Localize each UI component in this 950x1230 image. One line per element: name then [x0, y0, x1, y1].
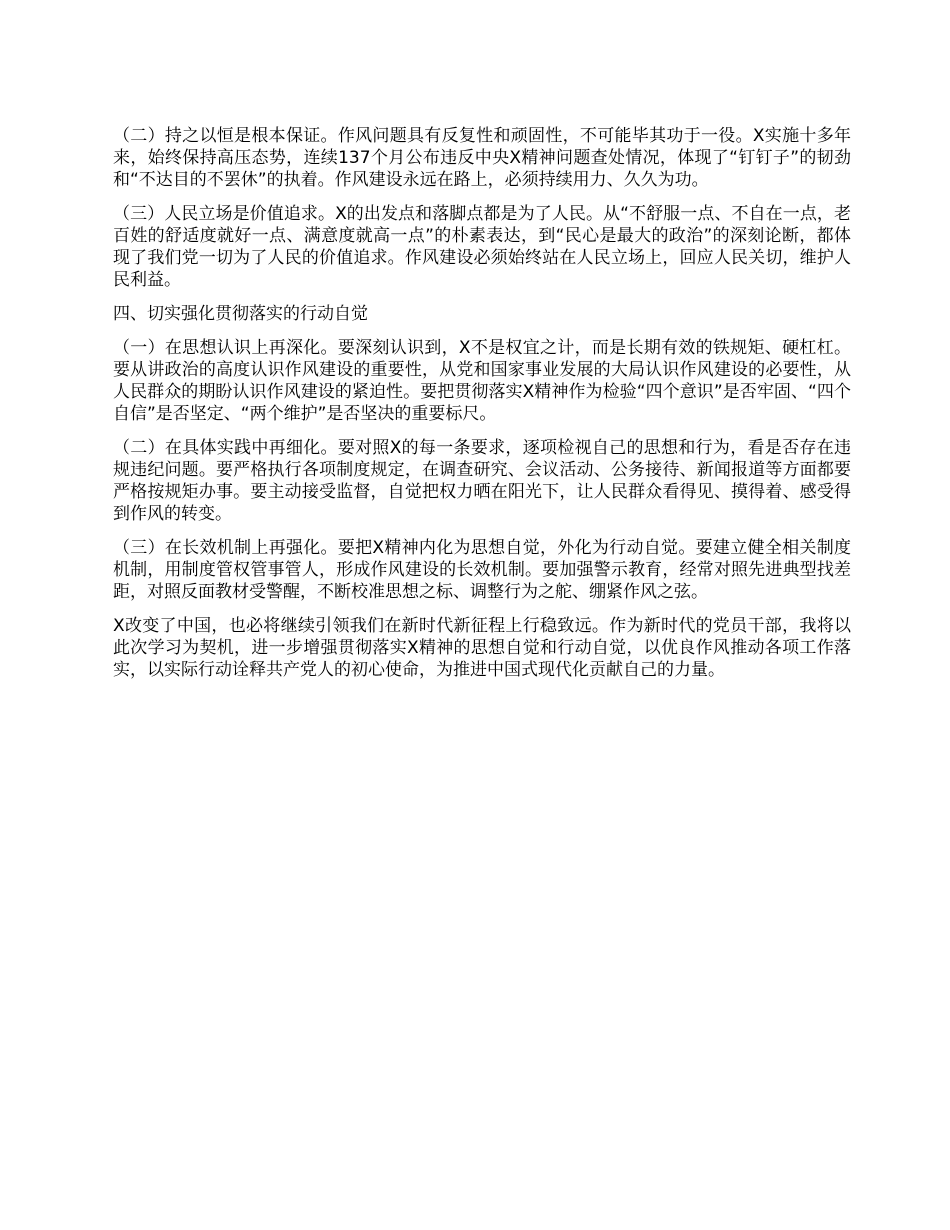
- paragraph-people-stance: （三）人民立场是价值追求。X的出发点和落脚点都是为了人民。从“不舒服一点、不自在一点，老百姓的舒适度就好一点、满意度就高一点”的朴素表达，到“民心是最大的政治”的深刻论断，都体现了我们党一切为了人民的价值追求。作风建设必须始终站在人民立场上，回应人民关切，维护人民利益。: [113, 204, 851, 290]
- paragraph-ideological-understanding: （一）在思想认识上再深化。要深刻认识到，X不是权宜之计，而是长期有效的铁规矩、硬杠杠。要从讲政治的高度认识作风建设的重要性，从党和国家事业发展的大局认识作风建设的必要性，从人民群众的期盼认识作风建设的紧迫性。要把贯彻落实X精神作为检验“四个意识”是否牢固、“四个自信”是否坚定、“两个维护”是否坚决的重要标尺。: [113, 338, 851, 424]
- paragraph-conclusion: X改变了中国，也必将继续引领我们在新时代新征程上行稳致远。作为新时代的党员干部，我将以此次学习为契机，进一步增强贯彻落实X精神的思想自觉和行动自觉，以优良作风推动各项工作落实，以实际行动诠释共产党人的初心使命，为推进中国式现代化贡献自己的力量。: [113, 616, 851, 680]
- paragraph-persistence: （二）持之以恒是根本保证。作风问题具有反复性和顽固性，不可能毕其功于一役。X实施十多年来，始终保持高压态势，连续137个月公布违反中央X精神问题查处情况，体现了“钉钉子”的韧劲和“不达目的不罢休”的执着。作风建设永远在路上，必须持续用力、久久为功。: [113, 126, 851, 190]
- paragraph-long-term-mechanism: （三）在长效机制上再强化。要把X精神内化为思想自觉，外化为行动自觉。要建立健全相关制度机制，用制度管权管事管人，形成作风建设的长效机制。要加强警示教育，经常对照先进典型找差距，对照反面教材受警醒，不断校准思想之标、调整行为之舵、绷紧作风之弦。: [113, 538, 851, 602]
- document-page: [113, 125, 851, 693]
- section-heading-four: 四、切实强化贯彻落实的行动自觉: [113, 304, 368, 324]
- paragraph-concrete-practice: （二）在具体实践中再细化。要对照X的每一条要求，逐项检视自己的思想和行为，看是否存在违规违纪问题。要严格执行各项制度规定，在调查研究、会议活动、公务接待、新闻报道等方面都要严格按规矩办事。要主动接受监督，自觉把权力晒在阳光下，让人民群众看得见、摸得着、感受得到作风的转变。: [113, 438, 851, 524]
